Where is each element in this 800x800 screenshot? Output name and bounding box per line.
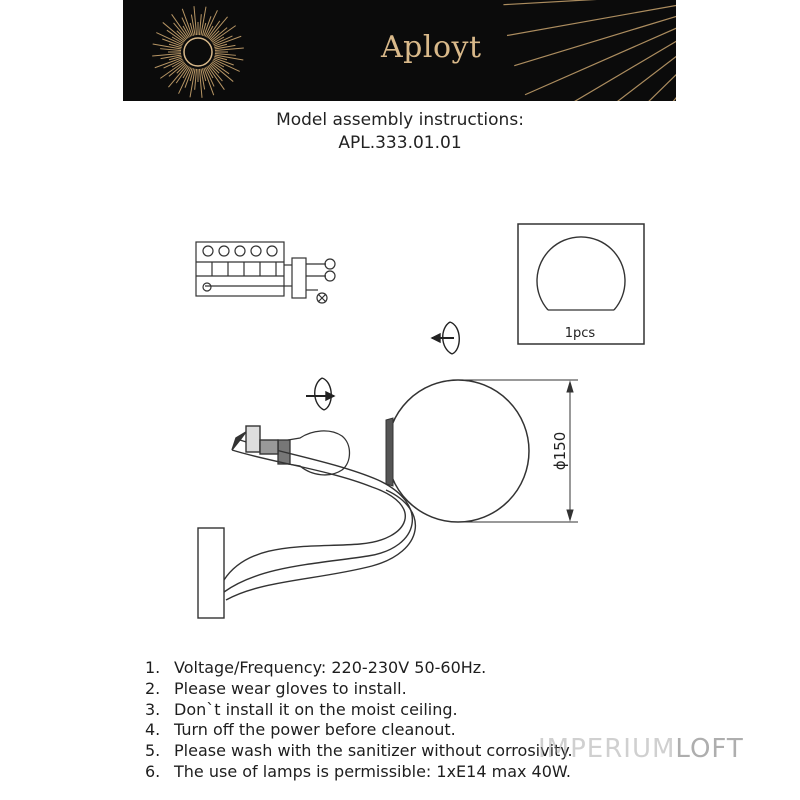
instruction-text: Turn off the power before cleanout. (174, 720, 456, 740)
instruction-number: 3. (145, 699, 161, 719)
instruction-number: 4. (145, 720, 161, 740)
watermark (538, 734, 744, 764)
instruction-text: Please wear gloves to install. (174, 678, 407, 698)
instruction-text: Voltage/Frequency: 220-230V 50-60Hz. (174, 658, 487, 677)
instruction-item (145, 700, 573, 721)
instruction-item (145, 762, 573, 783)
watermark-part-2: LOFT (675, 734, 744, 764)
diameter-label: ϕ150 (551, 431, 569, 471)
instructions-list (145, 658, 573, 783)
instruction-item (145, 658, 573, 679)
watermark-part-1: IMPERIUM (538, 734, 676, 764)
instruction-number: 1. (145, 658, 161, 677)
page-title: Model assembly instructions: (276, 110, 524, 130)
instruction-number: 6. (145, 761, 161, 781)
model-number: APL.333.01.01 (338, 133, 462, 153)
instruction-text: Don`t install it on the moist ceiling. (174, 699, 458, 719)
glass-globe-shade-icon (537, 237, 625, 310)
instruction-text: Please wash with the sanitizer without corrosivity. (174, 741, 573, 761)
instruction-number: 2. (145, 678, 161, 698)
rotate-arrow-icon (306, 378, 334, 410)
shade-quantity-label: 1pcs (564, 326, 596, 341)
instruction-item (145, 720, 573, 741)
rotate-arrow-icon (432, 322, 459, 354)
instruction-number: 5. (145, 741, 161, 761)
glass-globe-shade-icon (386, 380, 529, 522)
wiring-diagram-icon (196, 242, 335, 303)
instruction-item (145, 741, 573, 762)
instruction-text: The use of lamps is permissible: 1xE14 max 40W. (174, 761, 571, 781)
instruction-item (145, 679, 573, 700)
brand-logo-text: Aployt (381, 30, 482, 65)
